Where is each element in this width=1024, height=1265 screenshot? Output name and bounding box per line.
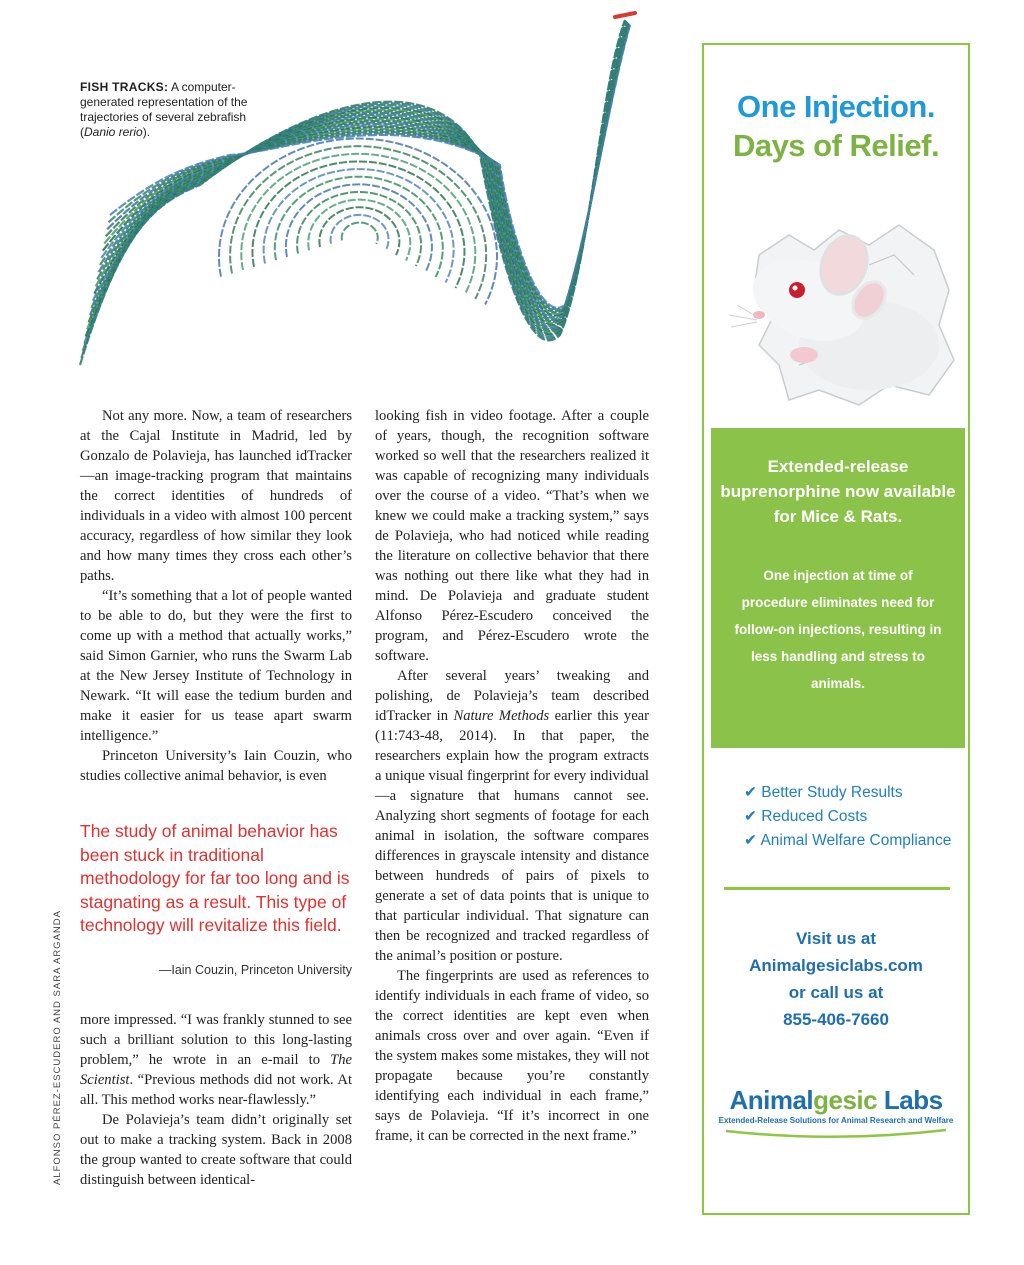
caption-text-a: A computer-generated representation of the trajectories of several zebrafish ( [80,80,248,139]
ad-headline [704,87,968,165]
caption-species: Danio rerio [84,125,143,139]
ad-call-label: or call us at [788,983,884,1002]
photo-credit: ALFONSO PÉREZ-ESCUDERO AND SARA ARGANDA [52,910,63,1185]
caption-lead: FISH TRACKS: [80,80,169,94]
benefit-item: ✔ Animal Welfare Compliance [744,832,952,849]
animalgesic-logo [704,1085,968,1141]
paragraph: looking fish in video footage. After a couple of years, though, the recognition software worked so well that the researchers realized it was capable of recognizing many individuals over the course of a video. “That’s when we knew we could make a tracking system,” says de Polavieja, who had noticed while reading the literature on collective behavior that there was nothing out there like what they had in mind. De Polavieja and graduate student Alfonso Pérez-Escudero conceived the program, and Pérez-Escudero wrote the software. [375,408,649,664]
pull-quote-attribution: —Iain Couzin, Princeton University [158,963,352,977]
ad-headline-line-2: Days of Relief. [732,128,940,163]
journal-name: The Scientist [80,1052,352,1088]
article-column-1-top [80,406,352,786]
ad-phone-number[interactable]: 855-406-7660 [783,1010,889,1029]
paragraph: Not any more. Now, a team of researchers at the Cajal Institute in Madrid, led by Gonzalo de Polavieja, has launched idTracker—an image-tracking program that maintains the correct identities of hundreds of individuals in a video with almost 100 percent accuracy, regardless of how similar they look and how many times they cross each other’s paths. [80,408,352,584]
logo-part: Labs [877,1085,943,1115]
logo-part: Animal [729,1085,814,1115]
benefit-item: ✔ Better Study Results [744,784,903,801]
logo-tagline: Extended-Release Solutions for Animal Research and Welfare [718,1116,954,1125]
ad-headline-line-1: One Injection. [737,89,935,124]
caption-text-b: ). [142,125,151,139]
paragraph [375,666,649,966]
journal-name: Nature Methods [453,708,550,724]
paragraph-text: . “Previous methods did not work. At all. This method works near-flawlessly.” [80,1072,352,1108]
paragraph [80,1010,352,1110]
ad-box-text: One injection at time of procedure eliminates need for follow-on injections, resulting in less handling and stress to animals. [734,568,942,691]
logo-name [704,1085,968,1115]
ad-website-link[interactable]: Animalgesiclabs.com [749,956,923,975]
fish-tracks-figure [60,5,660,395]
figure-caption [80,80,270,140]
logo-swoosh-icon [721,1127,951,1141]
paragraph-text: After several years’ tweaking and polishing, de Polavieja’s team described idTracker in [375,668,649,724]
ad-green-box [711,428,965,748]
article-column-2 [375,406,649,1146]
pull-quote: The study of animal behavior has been stuck in traditional methodology for far too long and is stagnating as a result. This type of technology will revitalize this field. [80,821,350,935]
ad-divider [724,887,950,890]
ad-benefits-list [744,781,974,853]
article-column-1-bottom [80,1010,352,1190]
paragraph: De Polavieja’s team didn’t originally set out to make a tracking system. Back in 2008 the group wanted to create software that could distinguish between identical- [80,1112,352,1188]
paragraph: The fingerprints are used as references to identify individuals in each frame of video, so the correct identities are kept even when animals cross over and over again. “Even if the system makes some mistakes, they will not propagate because you’re constantly identifying each individual in each frame,” says de Polavieja. “If it’s incorrect in one frame, it can be corrected in the next frame.” [375,968,649,1144]
paragraph: “It’s something that a lot of people wanted to be able to do, but they were the first to come up with a method that actually works,” said Simon Garnier, who runs the Swarm Lab at the New Jersey Institute of Technology in Newark. “It will ease the tedium burden and make it easier for us tease apart swarm intelligence.” [80,588,352,744]
ad-box-heading: Extended-release buprenorphine now available for Mice & Rats. [720,457,956,526]
paragraph-text: earlier this year (11:743-48, 2014). In that paper, the researchers explain how the program extracts a unique visual fingerprint for every individual—a signature that humans cannot see. Analyzing short segments of footage for each animal in isolation, the software compares differences in grayscale intensity and distance between hundreds of pairs of pixels to generate a set of data points that is unique to that particular individual. That signature can then be recognized and tracked regardless of the animal’s position or posture. [375,708,650,964]
paragraph: Princeton University’s Iain Couzin, who studies collective animal behavior, is even [80,748,352,784]
ad-contact[interactable] [704,925,968,1033]
benefit-item: ✔ Reduced Costs [744,808,868,825]
logo-part: gesic [813,1085,878,1115]
ad-visit-label: Visit us at [796,929,876,948]
paragraph-text: more impressed. “I was frankly stunned to see such a brilliant solution to this long-lasting problem,” he wrote in an e-mail to [80,1012,352,1068]
white-mouse-image [719,195,959,410]
advertisement[interactable] [702,43,970,1215]
